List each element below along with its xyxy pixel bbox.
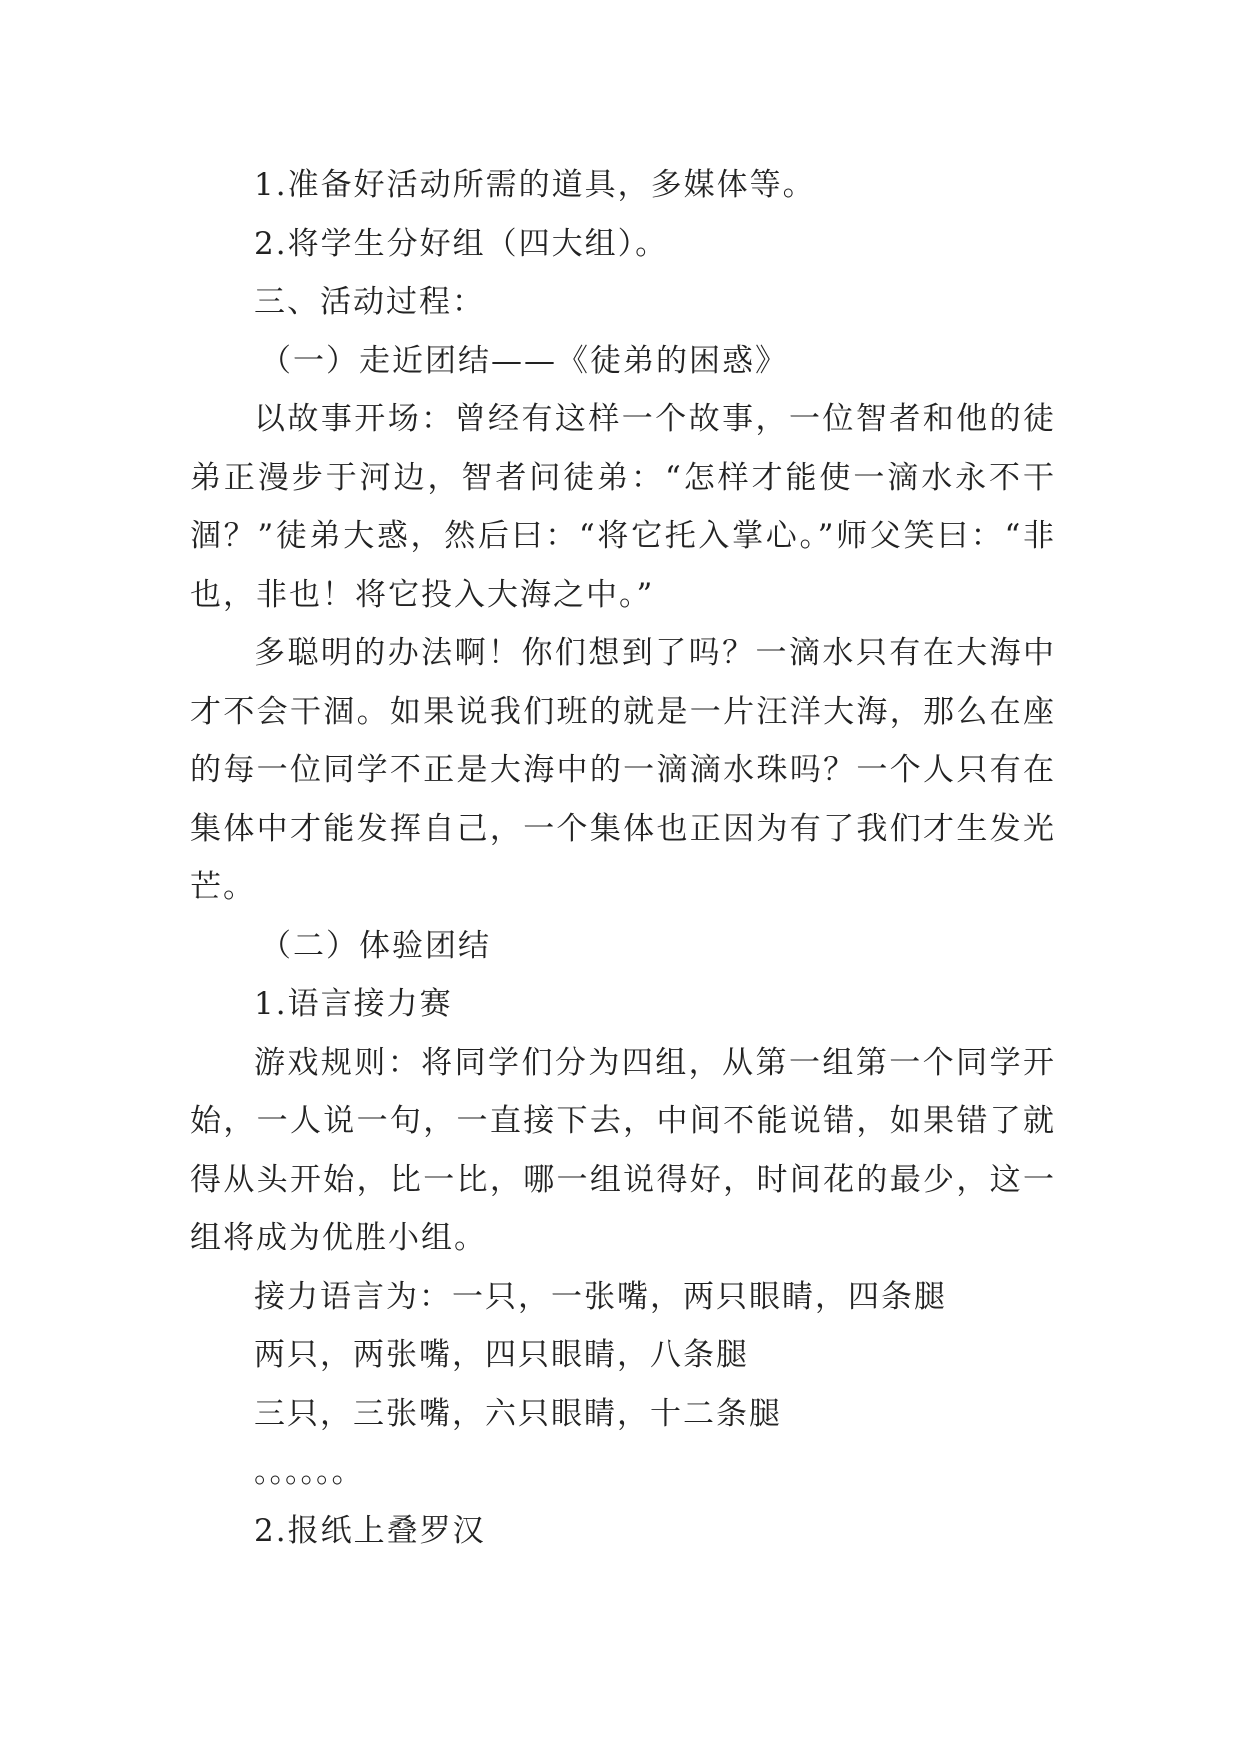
paragraph-preparation-groups: 2.将学生分好组（四大组）。 <box>254 225 669 262</box>
subsection-heading-approach-unity: （一）走近团结——《徒弟的困惑》 <box>260 342 788 379</box>
paragraph-story-opening: 以故事开场：曾经有这样一个故事，一位智者和他的徒弟正漫步于河边，智者问徒弟：“怎样才能使一滴水永不干涸？”徒弟大惑，然后曰：“将它托入掌心。”师父笑曰：“非也，非也！将它投入大海之中。” <box>190 401 1056 613</box>
relay-ellipsis: 。。。。。。 <box>254 1454 363 1490</box>
activity-heading-language-relay: 1.语言接力赛 <box>254 986 453 1022</box>
relay-line-1: 接力语言为：一只，一张嘴，两只眼睛，四条腿 <box>254 1278 947 1315</box>
subsection-heading-experience-unity: （二）体验团结 <box>260 927 491 964</box>
relay-line-3: 三只，三张嘴，六只眼睛，十二条腿 <box>254 1395 782 1432</box>
paragraph-preparation-props: 1.准备好活动所需的道具，多媒体等。 <box>254 167 816 203</box>
document-body <box>190 156 1056 1560</box>
paragraph-game-rules: 游戏规则：将同学们分为四组，从第一组第一个同学开始，一人说一句，一直接下去，中间不能说错，如果错了就得从头开始，比一比，哪一组说得好，时间花的最少，这一组将成为优胜小组。 <box>190 1044 1056 1256</box>
activity-heading-newspaper-pyramid: 2.报纸上叠罗汉 <box>254 1512 486 1549</box>
paragraph-story-reflection: 多聪明的办法啊！你们想到了吗？一滴水只有在大海中才不会干涸。如果说我们班的就是一片汪洋大海，那么在座的每一位同学不正是大海中的一滴滴水珠吗？一个人只有在集体中才能发挥自己，一个集体也正因为有了我们才生发光芒。 <box>190 635 1056 905</box>
relay-line-2: 两只，两张嘴，四只眼睛，八条腿 <box>254 1337 749 1373</box>
section-heading-activity-process: 三、活动过程： <box>254 284 485 320</box>
